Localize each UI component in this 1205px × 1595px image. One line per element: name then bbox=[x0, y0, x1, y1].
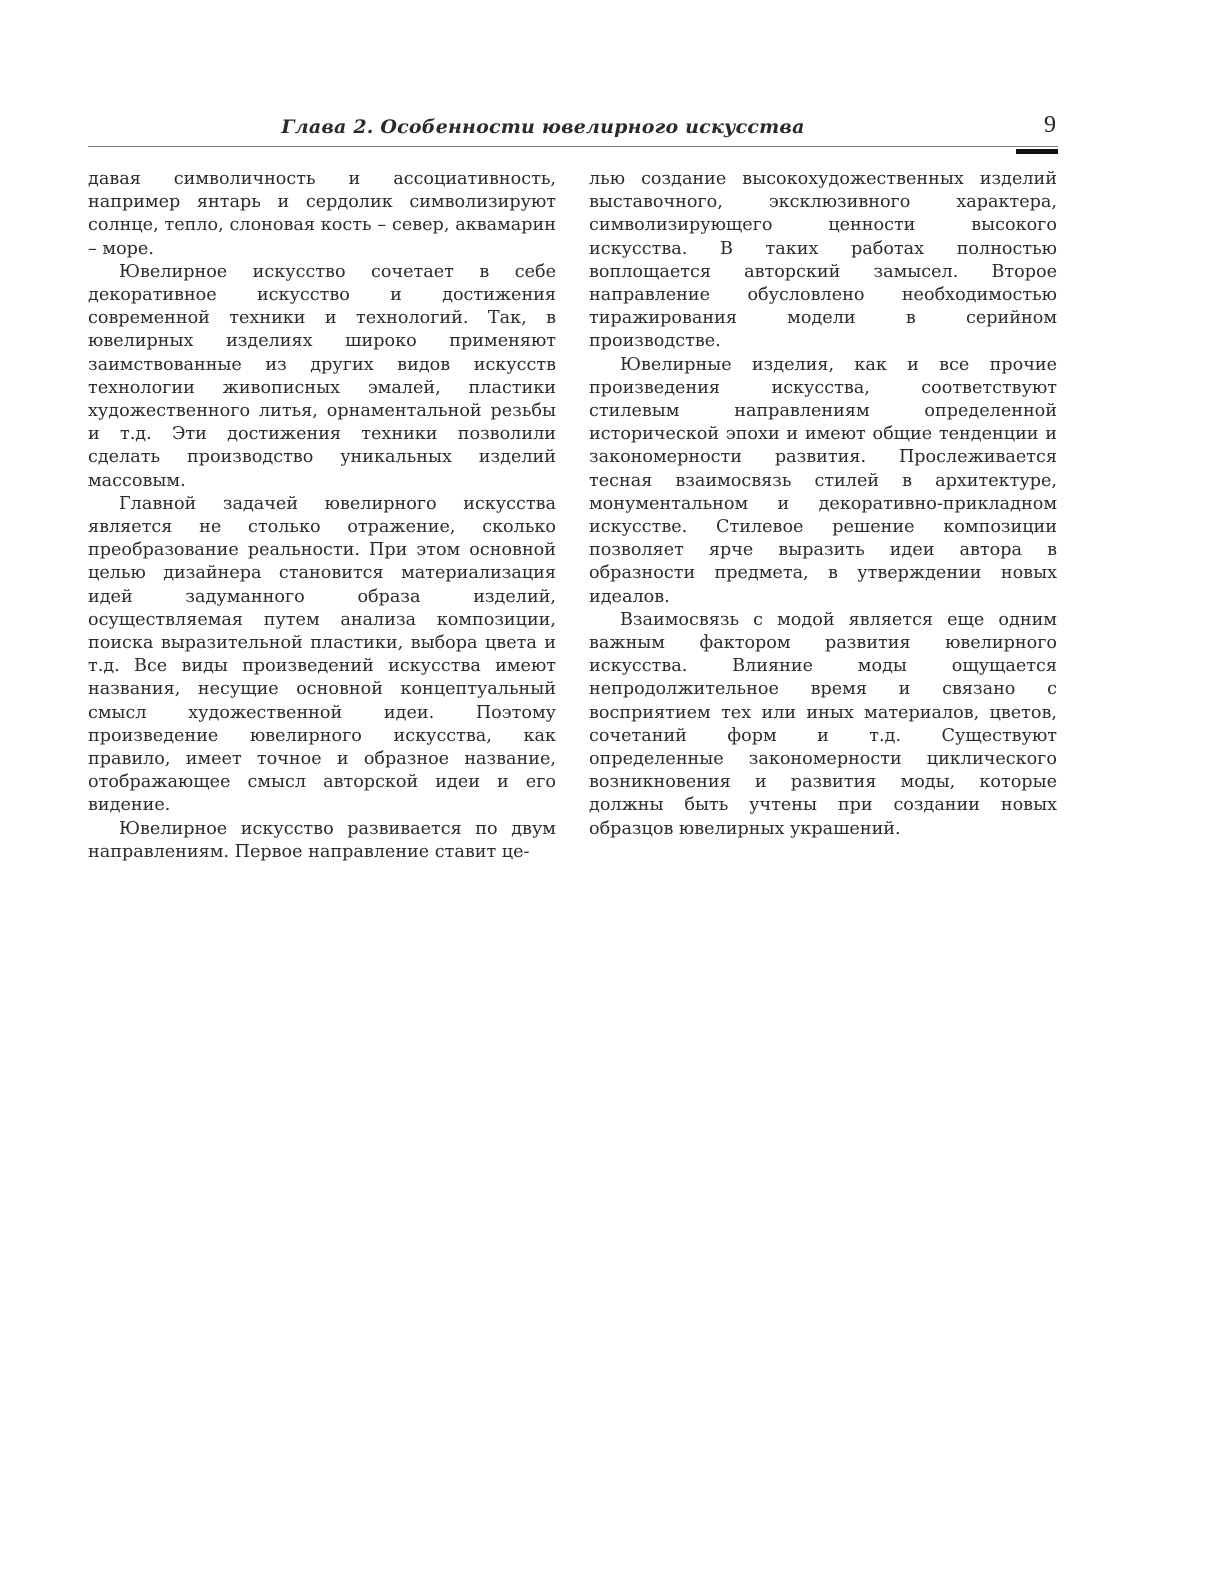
paragraph: давая символичность и ассоциативность, например янтарь и сердолик символизируют солнце, тепло, слоновая кость – север, аквамарин – море. bbox=[88, 169, 556, 259]
paragraph: Взаимосвязь с модой является еще одним важным фактором развития ювелирного искусства. Влияние моды ощущается непродолжительное время и связано с восприятием тех или иных материалов, цветов, сочетаний форм и т.д. Существуют определенные закономерности циклического возникновения и развития моды, которые должны быть учтены при создании новых образцов ювелирных украшений. bbox=[589, 609, 1057, 839]
paragraph: лью создание высокохудожественных изделий выставочного, эксклюзивного характера, символизирующего ценности высокого искусства. В таких работах полностью воплощается авторский замысел. Второе направление обусловлено необходимостью тиражирования модели в серийном производстве. bbox=[589, 169, 1057, 352]
page-number: 9 bbox=[1044, 112, 1056, 138]
chapter-title: Глава 2. Особенности ювелирного искусства bbox=[281, 116, 805, 138]
header-rule-accent bbox=[1016, 149, 1058, 154]
text-column-right bbox=[589, 168, 1057, 841]
paragraph: Ювелирные изделия, как и все прочие произведения искусства, соответствуют стилевым направлениям определенной исторической эпохи и имеют общие тенденции и закономерности развития. Прослеживается тесная взаимосвязь стилей в архитектуре, монументальном и декоративно-прикладном искусстве. Стилевое решение композиции позволяет ярче выразить идеи автора в образности предмета, в утверждении новых идеалов. bbox=[589, 354, 1057, 607]
running-header bbox=[88, 112, 1058, 146]
paragraph: Главной задачей ювелирного искусства является не столько отражение, сколько преобразование реальности. При этом основной целью дизайнера становится материализация идей задуманного образа изделий, осуществляемая путем анализа композиции, поиска выразительной пластики, выбора цвета и т.д. Все виды произведений искусства имеют названия, несущие основной концептуальный смысл художественной идеи. Поэтому произведение ювелирного искусства, как правило, имеет точное и образное название, отображающее смысл авторской идеи и его видение. bbox=[88, 493, 556, 816]
paragraph: Ювелирное искусство развивается по двум направлениям. Первое направление ставит це- bbox=[88, 818, 556, 862]
text-column-left bbox=[88, 168, 556, 864]
paragraph: Ювелирное искусство сочетает в себе декоративное искусство и достижения современной техники и технологий. Так, в ювелирных изделиях широко применяют заимствованные из других видов искусств технологии живописных эмалей, пластики художественного литья, орнаментальной резьбы и т.д. Эти достижения техники позволили сделать производство уникальных изделий массовым. bbox=[88, 261, 556, 491]
header-rule bbox=[88, 146, 1058, 147]
